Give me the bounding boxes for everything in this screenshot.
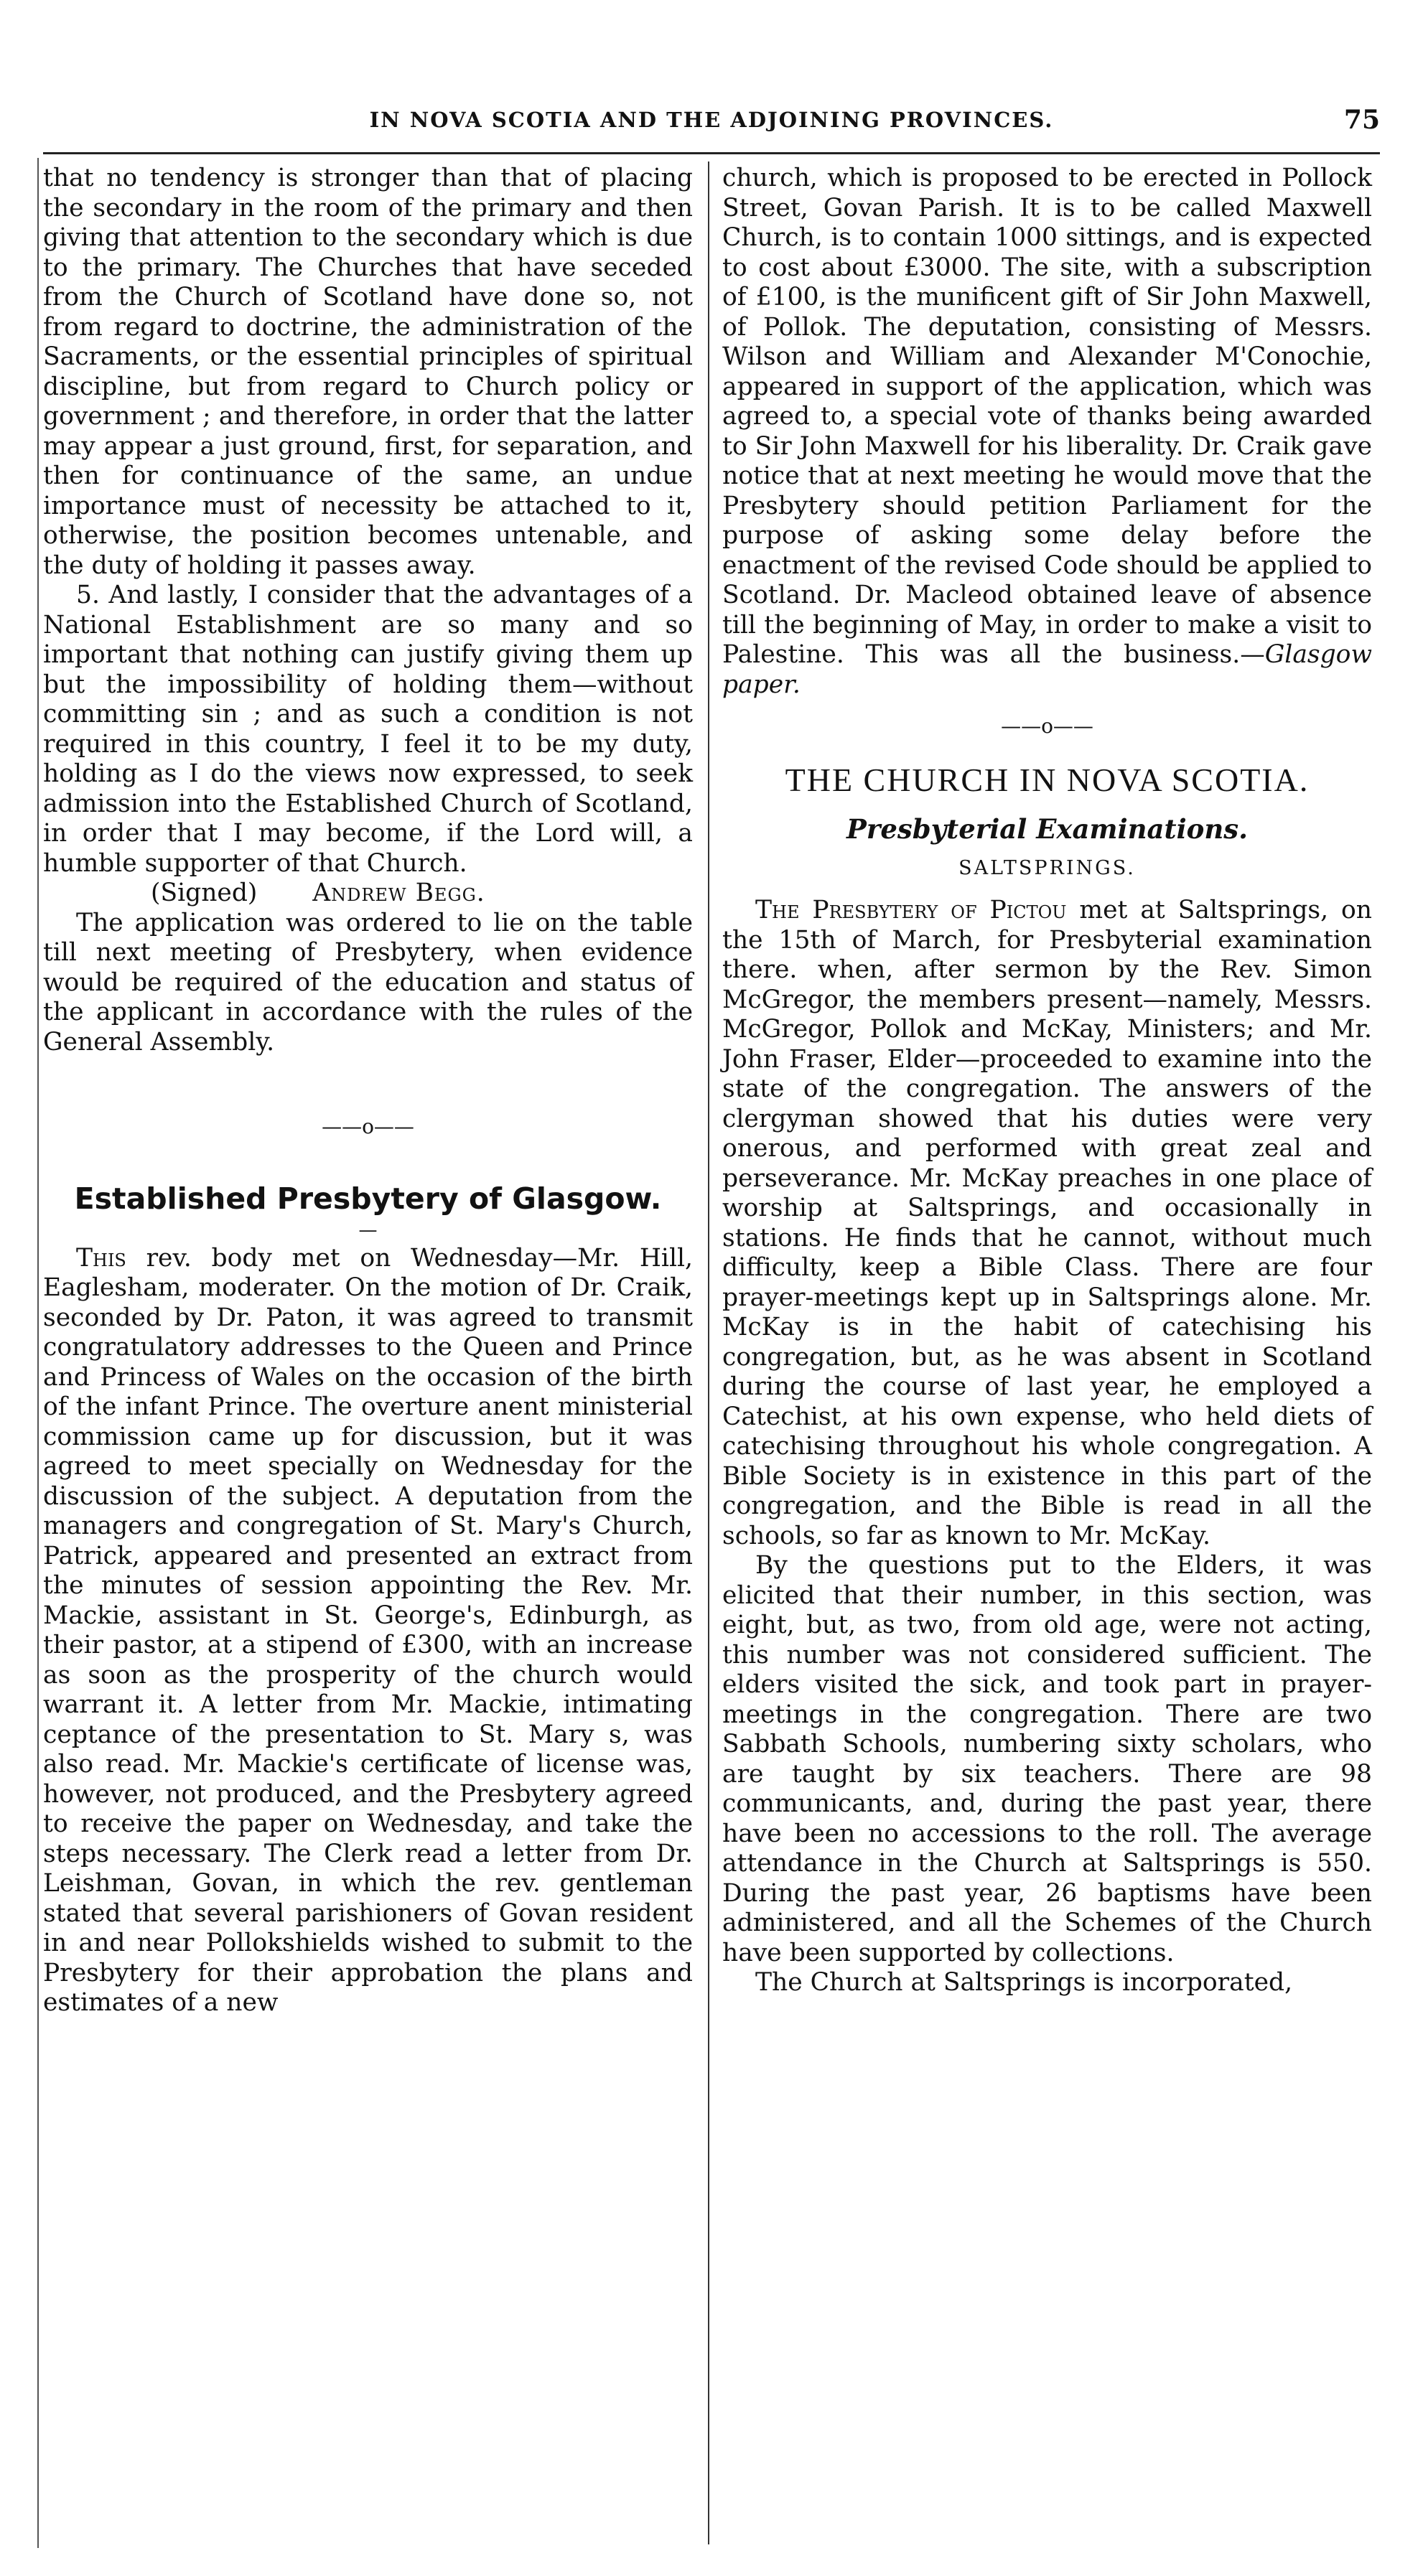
paragraph-glasgow-report <box>43 1244 693 2018</box>
left-margin-rule <box>37 158 39 2548</box>
running-title: IN NOVA SCOTIA AND THE ADJOINING PROVINCES. <box>369 108 1054 132</box>
article-subtitle: Presbyterial Examinations. <box>846 812 1248 845</box>
paragraph-establishment: 5. And lastly, I consider that the advantages of a National Establishment are so many and so important that nothing can justify giving them up but the impossibility of holding them—without committing sin ; and as such a condition is not required in this country, I feel it to be my duty, holding as I do the views now expressed, to seek admission into the Established Church of Scotland, in order that I may become, if the Lord will, a humble supporter of that Church. <box>43 581 693 878</box>
right-column <box>722 164 1372 1998</box>
section-divider: ——o—— <box>322 1115 414 1138</box>
paragraph-elders: By the questions put to the Elders, it was elicited that their number, in this section, was eight, but, as two, from old age, were not acting, this number was not considered sufficient. The elders visited the sick, and took part in prayer-meetings in the congregation. There are two Sabbath Schools, numbering sixty scholars, who are taught by six teachers. There are 98 communicants, and, during the past year, there have been no accessions to the roll. The average attendance in the Church at Saltsprings is 550. During the past year, 26 baptisms have been administered, and all the Schemes of the Church have been supported by collections. <box>722 1551 1372 1967</box>
paragraph-incorporated: The Church at Saltsprings is incorporated, <box>755 1968 1293 1997</box>
column-divider <box>708 161 709 2544</box>
signature-line <box>43 879 693 909</box>
paragraph-maxwell-church <box>722 164 1372 700</box>
section-title-dash: — <box>358 1219 378 1241</box>
running-head <box>43 105 1380 144</box>
section-divider-right: ——o—— <box>1001 714 1093 738</box>
header-rule <box>43 152 1380 154</box>
glasgow-lead-word: This <box>76 1243 126 1273</box>
paragraph-application: The application was ordered to lie on the table till next meeting of Presbytery, when evidence would be required of the education and status of the applicant in accordance with the rules of the General Assembly. <box>43 908 693 1057</box>
article-title-nova-scotia: THE CHURCH IN NOVA SCOTIA. <box>785 761 1310 798</box>
signed-name: Andrew Begg. <box>312 879 485 907</box>
glasgow-report-body: rev. body met on Wednesday—Mr. Hill, Eaglesham, moderater. On the motion of Dr. Craik, seconded by Dr. Paton, it was agreed to transmit congratulatory addresses to the Queen and Prince and Princess of Wales on the occasion of the birth of the infant Prince. The overture anent ministerial commission came up for discussion, but it was agreed to meet specially on Wednesday for the discussion of the subject. A deputation from the managers and congregation of St. Mary's Church, Patrick, appeared and presented an extract from the minutes of session appointing the Rev. Mr. Mackie, assistant in St. George's, Edinburgh, as their pastor, at a stipend of £300, with an increase as soon as the prosperity of the church would warrant it. A letter from Mr. Mackie, intimating ceptance of the presentation to St. Mary s, was also read. Mr. Mackie's certificate of license was, however, not produced, and the Presbytery agreed to receive the paper on Wednesday, and take the steps necessary. The Clerk read a letter from Dr. Leishman, Govan, in which the rev. gentleman stated that several parishioners of Govan resident in and near Pollokshields wished to submit to the Presbytery for their approbation the plans and estimates of a new <box>43 1243 693 2017</box>
paragraph-church-policy: that no tendency is stronger than that of placing the secondary in the room of the primary and then giving that attention to the secondary which is due to the primary. The Churches that have seceded from the Church of Scotland have done so, not from regard to doctrine, the administration of the Sacraments, or the essential principles of spiritual discipline, but from regard to Church policy or government ; and therefore, in order that the latter may appear a just ground, first, for separation, and then for continuance of the same, an undue importance must of necessity be attached to it, otherwise, the position becomes untenable, and the duty of holding it passes away. <box>43 164 693 580</box>
place-heading: SALTSPRINGS. <box>958 856 1136 879</box>
pictou-lead-words: The Presbytery of Pictou <box>755 896 1067 924</box>
left-column <box>43 164 693 2018</box>
signed-label: (Signed) <box>151 879 258 907</box>
maxwell-church-body: church, which is proposed to be erected in Pollock Street, Govan Parish. It is to be called Maxwell Church, is to contain 1000 sittings, and is expected to cost about £3000. The site, with a subscription of £100, is the munificent gift of Sir John Maxwell, of Pollok. The deputation, consisting of Messrs. Wilson and William and Alexander M'Conochie, appeared in support of the application, which was agreed to, a special vote of thanks being awarded to Sir John Maxwell for his liberality. Dr. Craik gave notice that at next meeting he would move that the Presbytery should petition Parliament for the purpose of asking some delay before the enactment of the revised Code should be applied to Scotland. Dr. Macleod obtained leave of absence till the beginning of May, in order to make a visit to Palestine. This was all the business.— <box>722 164 1372 669</box>
section-title-glasgow: Established Presbytery of Glasgow. <box>74 1181 662 1216</box>
paragraph-pictou-examination <box>722 896 1372 1551</box>
pictou-body: met at Saltsprings, on the 15th of March, for Presbyterial examination there. when, after sermon by the Rev. Simon McGregor, the members present—namely, Messrs. McGregor, Pollok and McKay, Ministers; and Mr. John Fraser, Elder—proceeded to examine into the state of the congregation. The answers of the clergyman showed that his duties were very onerous, and performed with great zeal and perseverance. Mr. McKay preaches in one place of worship at Saltsprings, and occasionally in stations. He finds that he cannot, without much difficulty, keep a Bible Class. There are four prayer-meetings kept up in Saltsprings alone. Mr. McKay is in the habit of catechising his congregation, but, as he was absent in Scotland during the course of last year, he employed a Catechist, at his own expense, who held diets of catechising throughout his whole congregation. A Bible Society is in existence in this part of the congregation, and the Bible is read in all the schools, so far as known to Mr. McKay. <box>722 896 1372 1550</box>
source-credit: Glasgow paper. <box>722 640 1372 699</box>
page-number: 75 <box>1343 105 1380 135</box>
